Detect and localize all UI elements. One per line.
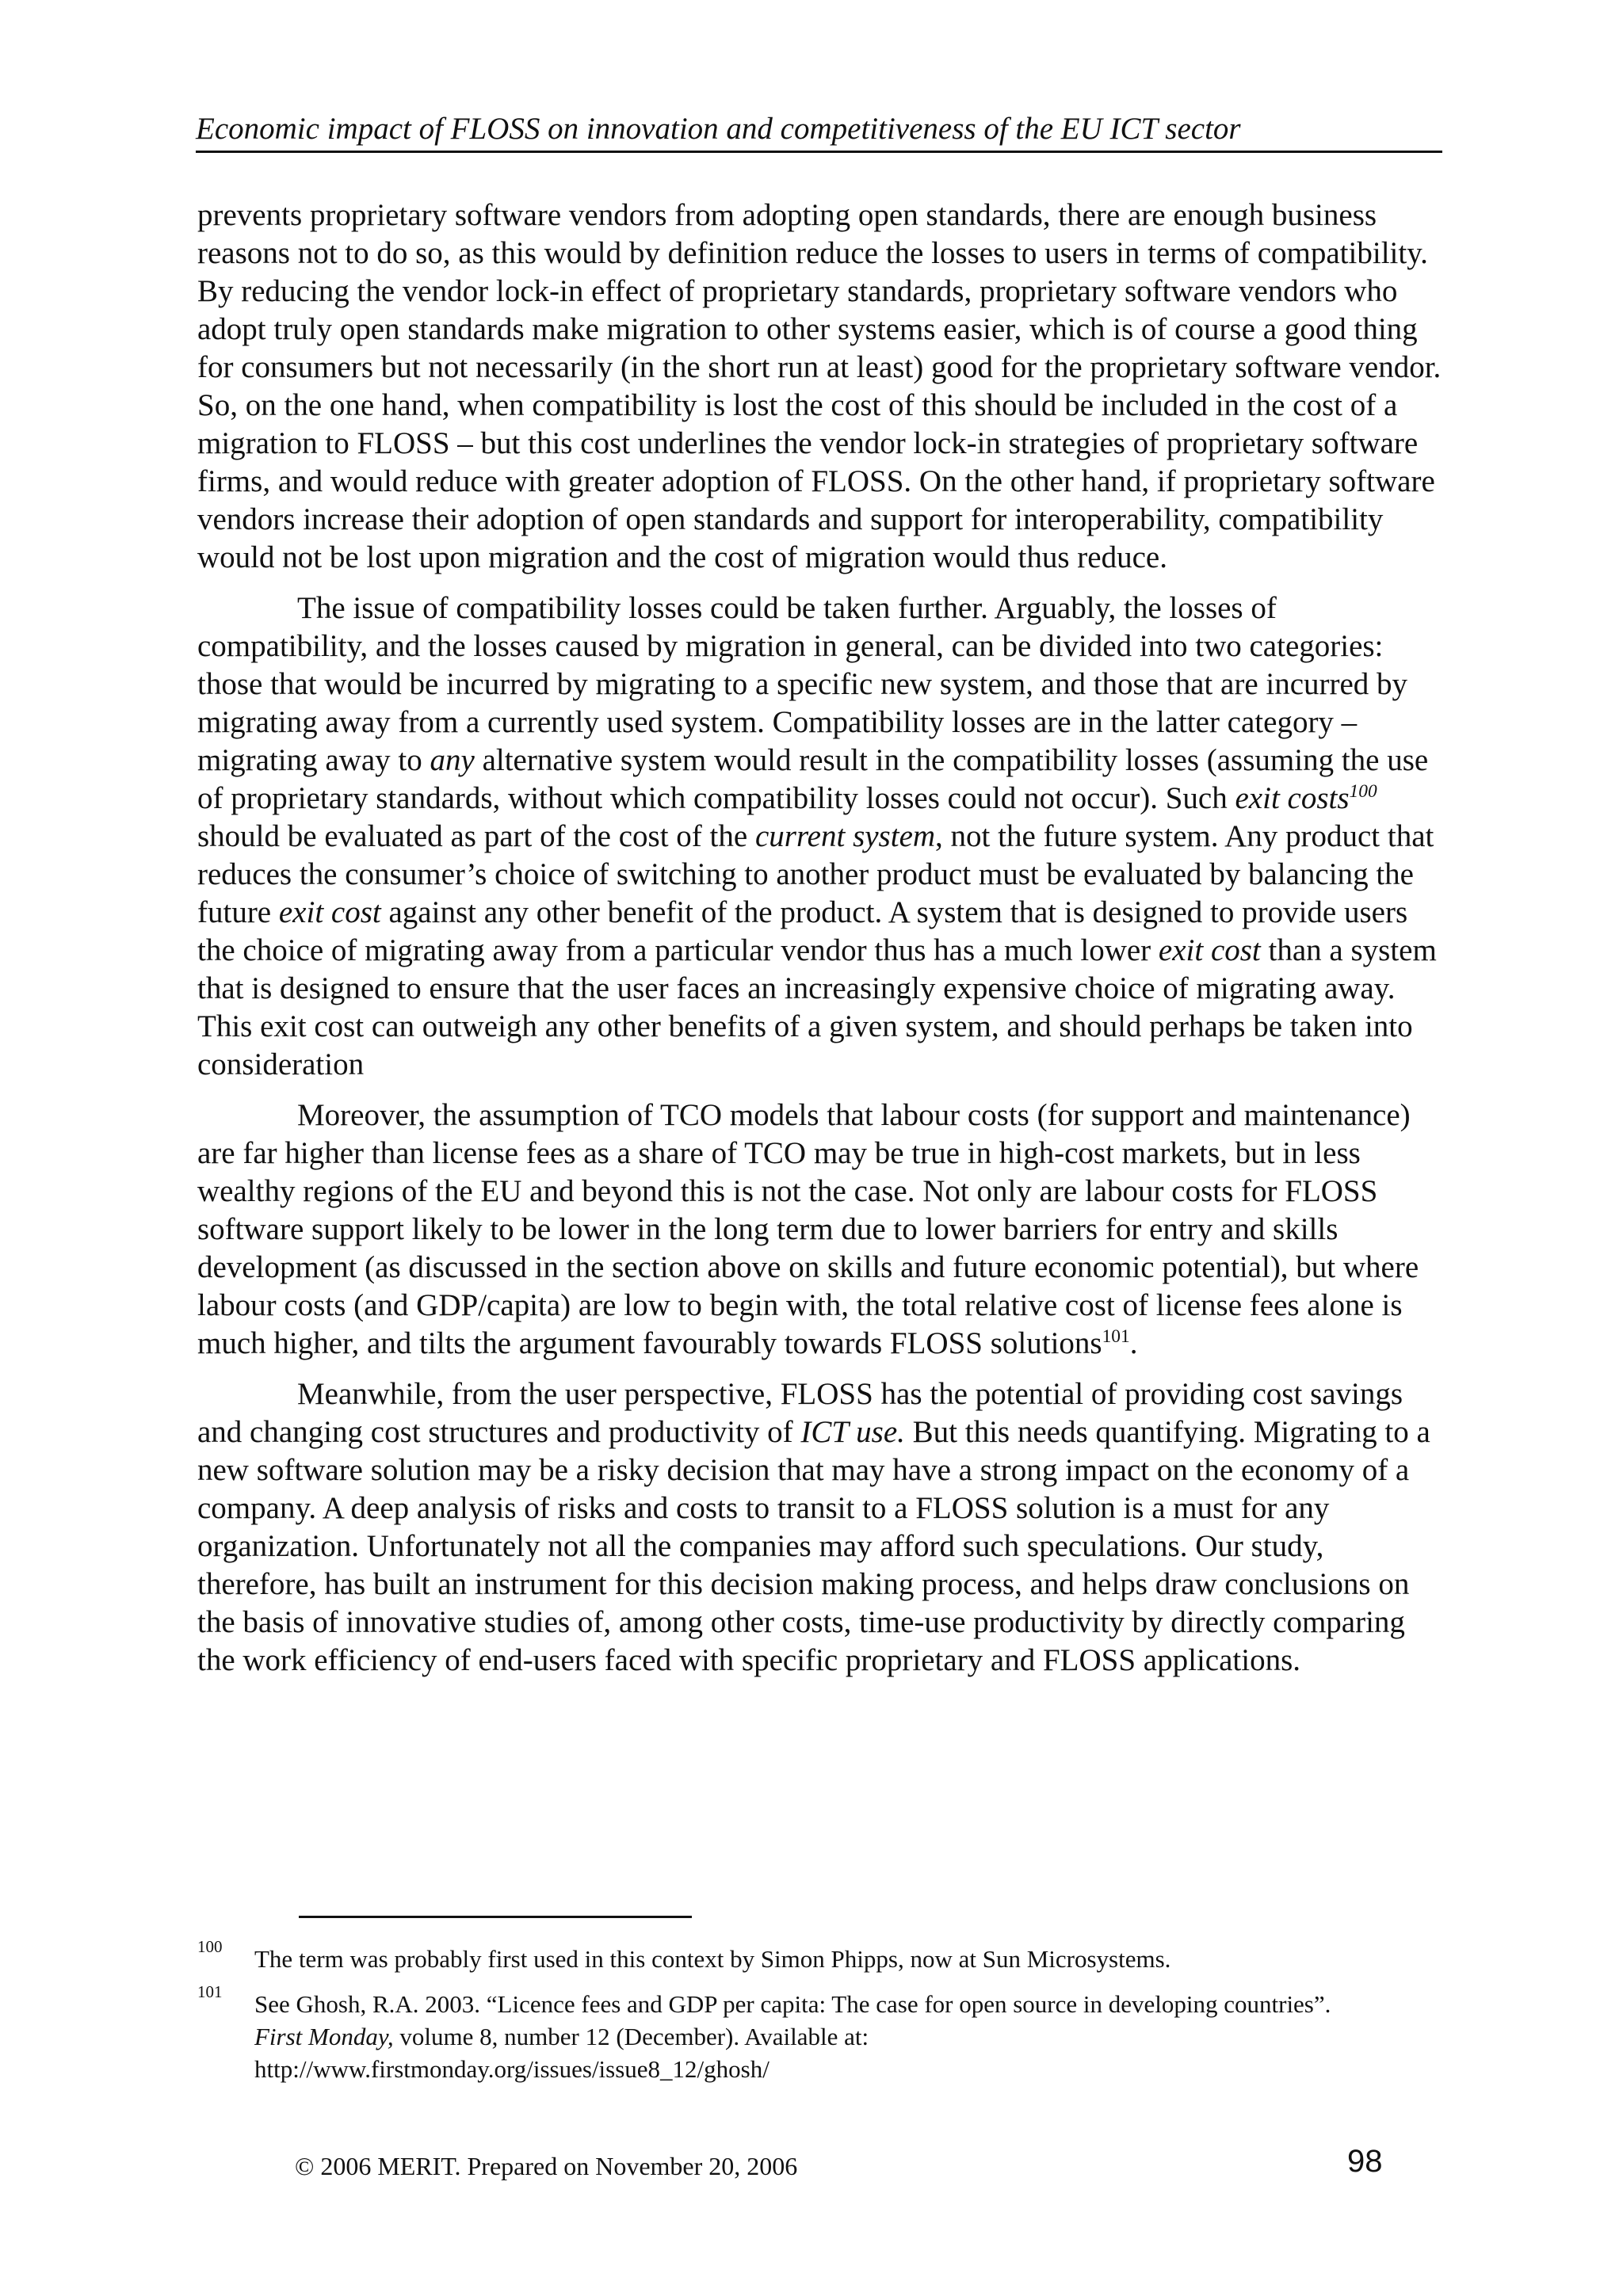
running-header: Economic impact of FLOSS on innovation and competitiveness of the EU ICT sector bbox=[196, 109, 1442, 153]
footnote-text: See Ghosh, R.A. 2003. “Licence fees and GDP per capita: The case for open source in developing countries”. bbox=[254, 1990, 1331, 2018]
footnote-text: First Monday, volume 8, number 12 (December). Available at: bbox=[254, 2023, 869, 2050]
paragraph: Meanwhile, from the user perspective, FLOSS has the potential of providing cost savings and changing cost structures and productivity of ICT use. But this needs quantifying. Migrating to a new software solution may be a risky decision that may have a strong impact on the economy of a company. A deep analysis of risks and costs to transit to a FLOSS solution is a must for any organization. Unfortunately not all the companies may afford such speculations. Our study, therefore, has built an instrument for this decision making process, and helps draw conclusions on the basis of innovative studies of, among other costs, time-use productivity by directly comparing the work efficiency of end-users faced with specific proprietary and FLOSS applications. bbox=[197, 1377, 1430, 1677]
footnote bbox=[197, 1937, 1442, 1975]
footnotes bbox=[197, 1937, 1442, 2098]
footnote-url[interactable]: http://www.firstmonday.org/issues/issue8_12/ghosh/ bbox=[254, 2055, 769, 2083]
page-number: 98 bbox=[1347, 2144, 1383, 2179]
footnote-separator bbox=[299, 1916, 692, 1918]
paragraph: prevents proprietary software vendors from adopting open standards, there are enough business reasons not to do so, as this would by definition reduce the losses to users in terms of compatibility. By reducing the vendor lock-in effect of proprietary standards, proprietary software vendors who adopt truly open standards make migration to other systems easier, which is of course a good thing for consumers but not necessarily (in the short run at least) good for the proprietary software vendor. So, on the one hand, when compatibility is lost the cost of this should be included in the cost of a migration to FLOSS – but this cost underlines the vendor lock-in strategies of proprietary software firms, and would reduce with greater adoption of FLOSS. On the other hand, if proprietary software vendors increase their adoption of open standards and support for interoperability, compatibility would not be lost upon migration and the cost of migration would thus reduce. bbox=[197, 198, 1442, 574]
footnote-ref[interactable]: 100 bbox=[1349, 781, 1377, 802]
footnote-number: 100 bbox=[197, 1937, 223, 1956]
paragraph: Moreover, the assumption of TCO models that labour costs (for support and maintenance) are far higher than license fees as a share of TCO may be true in high-cost markets, but in less wealthy regions of the EU and beyond this is not the case. Not only are labour costs for FLOSS software support likely to be lower in the long term due to lower barriers for entry and skills development (as discussed in the section above on skills and future economic potential), but where labour costs (and GDP/capita) are low to begin with, the total relative cost of license fees alone is much higher, and tilts the argument favourably towards FLOSS solutions$^{101}$. bbox=[197, 1098, 1419, 1360]
footnote bbox=[197, 1982, 1442, 2085]
copyright-footer: © 2006 MERIT. Prepared on November 20, 2006 bbox=[295, 2152, 798, 2180]
footnote-text: The term was probably first used in this context by Simon Phipps, now at Sun Microsystems. bbox=[254, 1945, 1171, 1973]
paragraph: The issue of compatibility losses could be taken further. Arguably, the losses of compatibility, and the losses caused by migration in general, can be divided into two categories: those that would be incurred by migrating to a specific new system, and those that are incurred by migrating away from a currently used system. Compatibility losses are in the latter category – migrating away to any alternative system would result in the compatibility losses (assuming the use of proprietary standards, without which compatibility losses could not occur). Such exit costs$^{100}$ should be evaluated as part of the cost of the current system, not the future system. Any product that reduces the consumer’s choice of switching to another product must be evaluated by balancing the future exit cost against any other benefit of the product. A system that is designed to provide users the choice of migrating away from a particular vendor thus has a much lower exit cost than a system that is designed to ensure that the user faces an increasingly expensive choice of migrating away. This exit cost can outweigh any other benefits of a given system, and should perhaps be taken into consideration bbox=[197, 591, 1437, 1081]
footnote-ref[interactable]: 101 bbox=[1102, 1326, 1130, 1347]
body-text bbox=[197, 196, 1442, 1692]
footnote-number: 101 bbox=[197, 1982, 223, 2001]
